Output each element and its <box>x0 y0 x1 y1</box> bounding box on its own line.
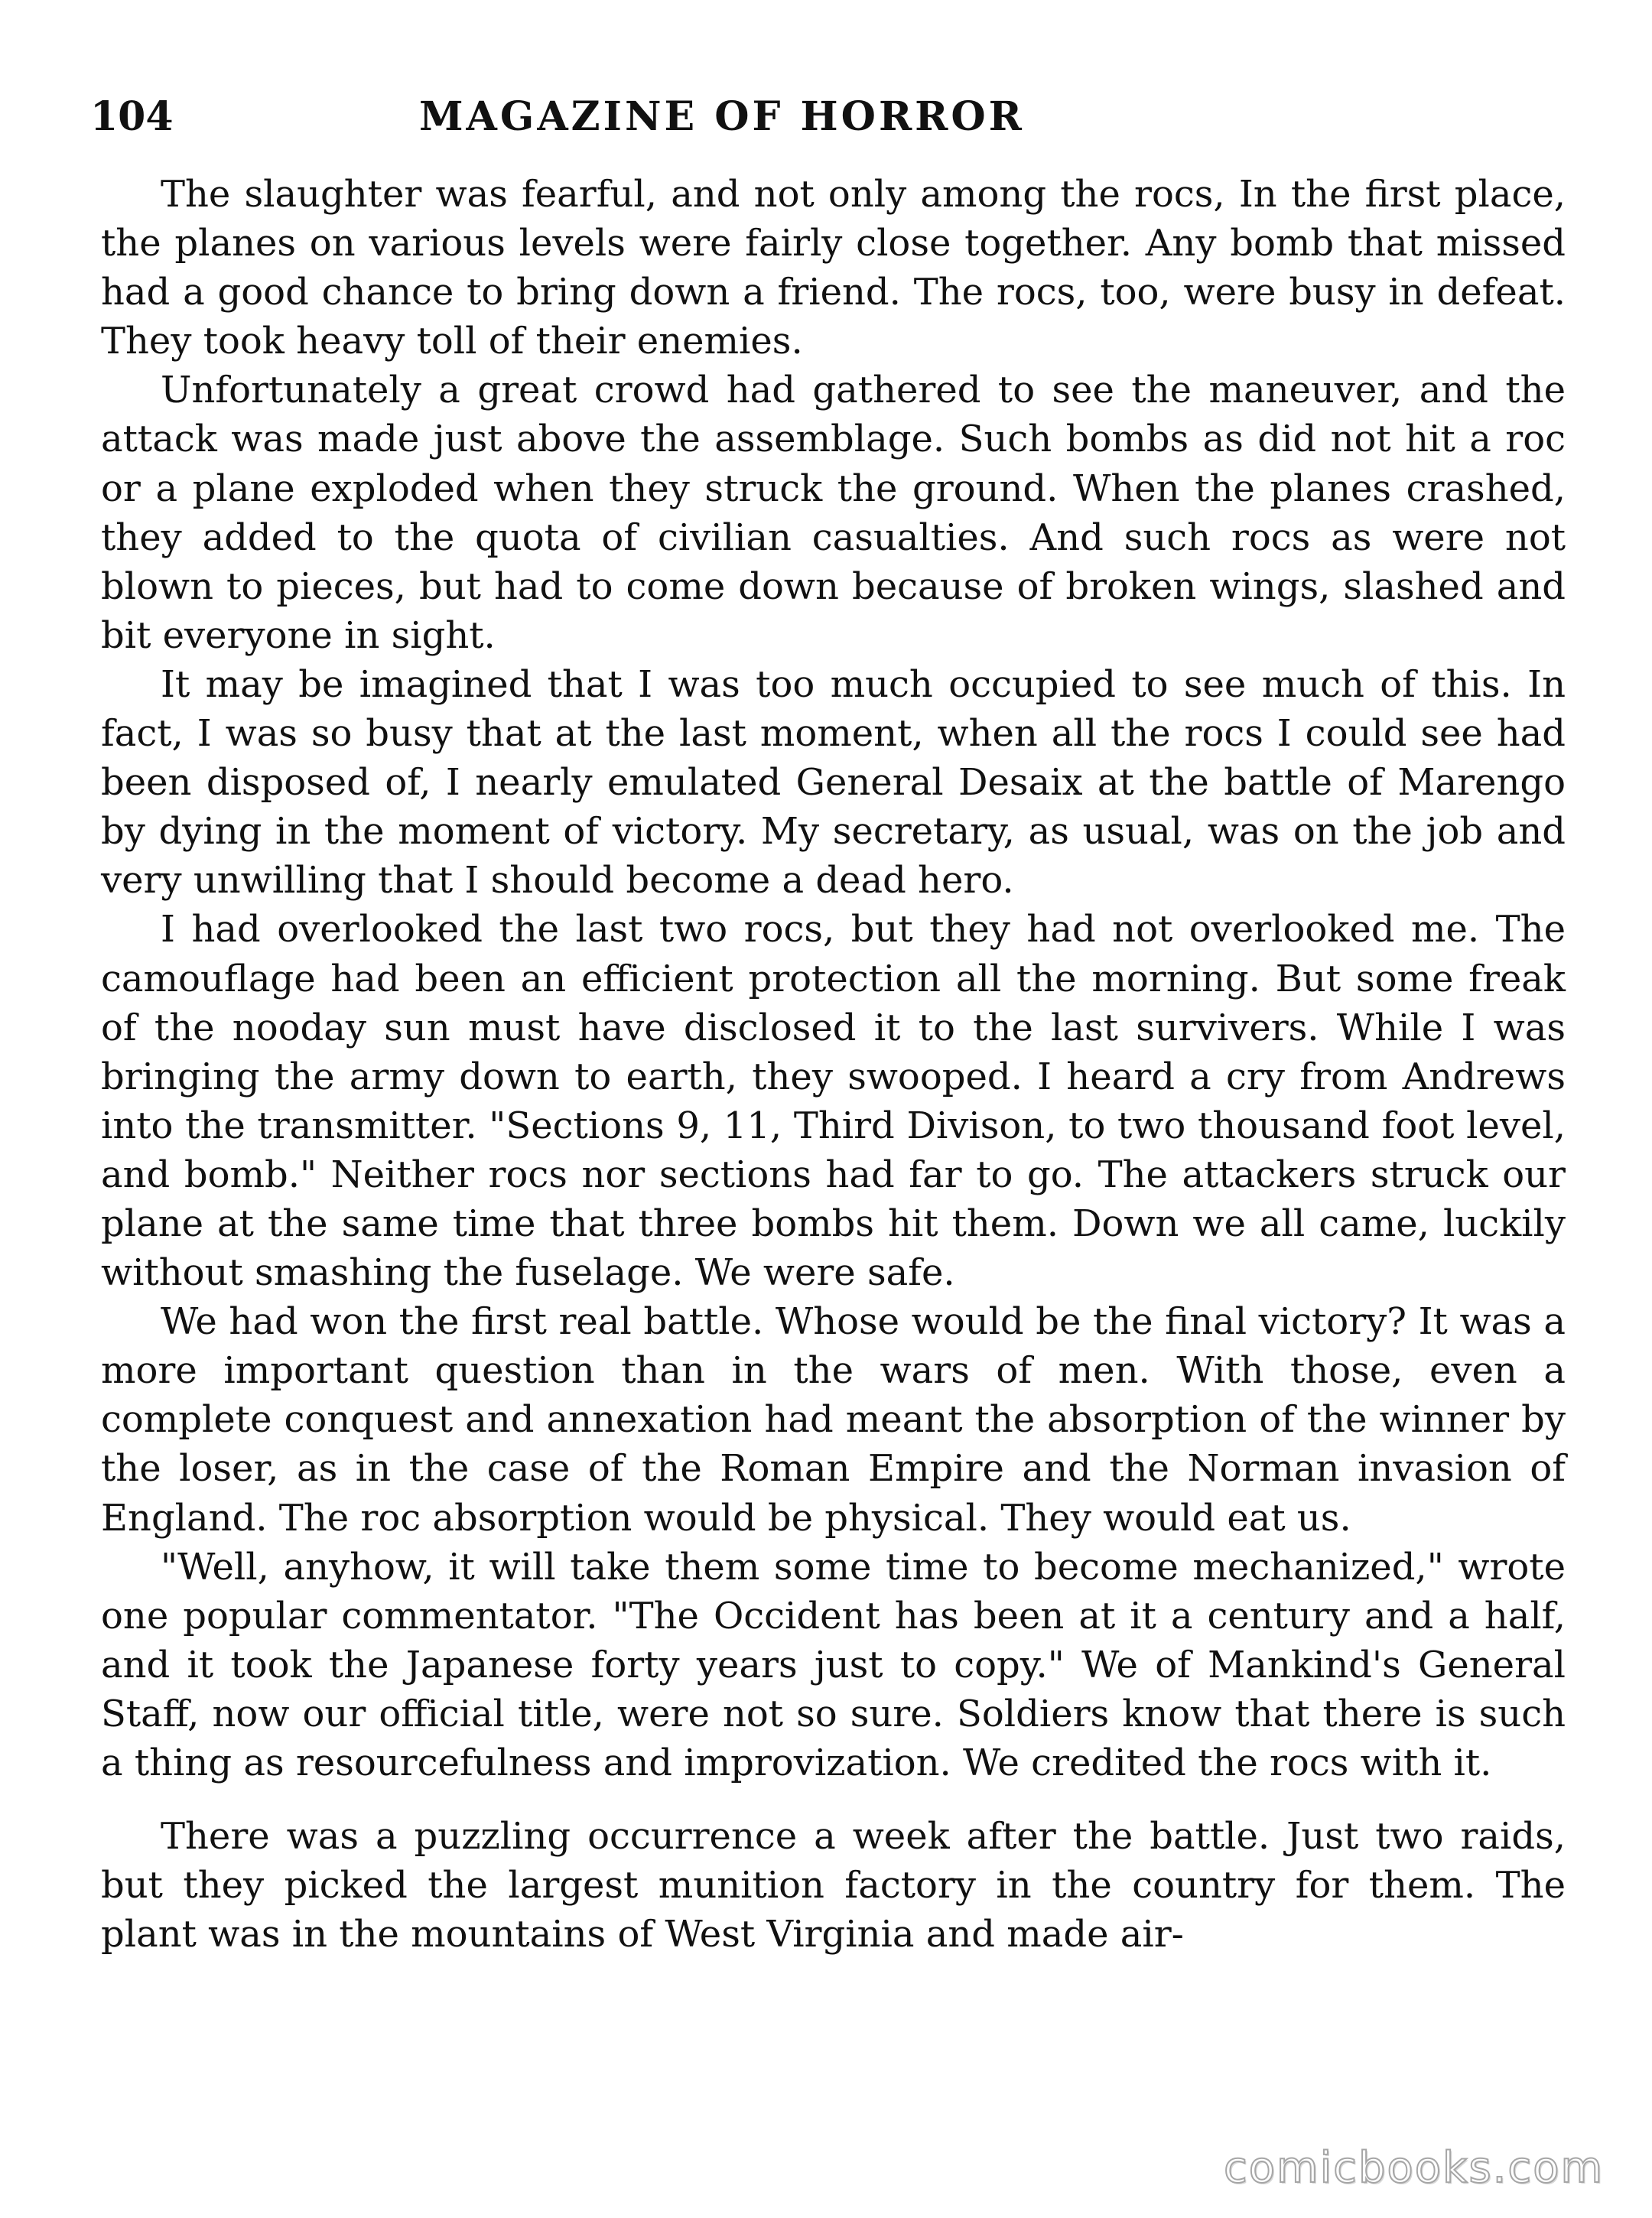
paragraph-5: We had won the first real battle. Whose would be the final victory? It was a more important question than in the wars of men. With those, even a complete conquest and annexation had meant the absorption of the winner by the loser, as in the case of the Roman Empire and the Norman invasion of England. The roc absorption would be physical. They would eat us. <box>101 1300 1566 1540</box>
body-text <box>101 170 1566 1959</box>
paragraph-7: There was a puzzling occurrence a week after the battle. Just two raids, but they picked the largest munition factory in the country for them. The plant was in the mountains of West Virginia and made air- <box>101 1815 1566 1956</box>
paragraph-2: Unfortunately a great crowd had gathered to see the maneuver, and the attack was made just above the assemblage. Such bombs as did not hit a roc or a plane exploded when they struck the ground. When the planes crashed, they added to the quota of civilian casualties. And such rocs as were not blown to pieces, but had to come down because of broken wings, slashed and bit everyone in sight. <box>101 369 1566 657</box>
paragraph-1: The slaughter was fearful, and not only among the rocs, In the first place, the planes on various levels were fairly close together. Any bomb that missed had a good chance to bring down a friend. The rocs, too, were busy in defeat. They took heavy toll of their enemies. <box>101 173 1566 363</box>
paragraph-3: It may be imagined that I was too much occupied to see much of this. In fact, I was so busy that at the last moment, when all the rocs I could see had been disposed of, I nearly emulated General Desaix at the battle of Marengo by dying in the moment of victory. My secretary, as usual, was on the job and very unwilling that I should become a dead hero. <box>101 662 1566 902</box>
page-header <box>90 83 1589 151</box>
paragraph-4: I had overlooked the last two rocs, but they had not overlooked me. The camouflage had been an efficient protection all the morning. But some freak of the nooday sun must have disclosed it to the last survivers. While I was bringing the army down to earth, they swooped. I heard a cry from Andrews into the transmitter. "Sections 9, 11, Third Divison, to two thousand foot level, and bomb." Neither rocs nor sections had far to go. The attackers struck our plane at the same time that three bombs hit them. Down we all came, luckily without smashing the fuselage. We were safe. <box>101 908 1566 1295</box>
watermark: comicbooks.com <box>1224 2143 1605 2193</box>
paragraph-6: "Well, anyhow, it will take them some time to become mechanized," wrote one popular commentator. "The Occident has been at it a century and a half, and it took the Japanese forty years just to copy." We of Mankind's General Staff, now our official title, were not so sure. Soldiers know that there is such a thing as resourcefulness and improvization. We credited the rocs with it. <box>101 1545 1566 1784</box>
page-number: 104 <box>90 93 174 140</box>
running-head: MAGAZINE OF HORROR <box>419 93 1025 140</box>
